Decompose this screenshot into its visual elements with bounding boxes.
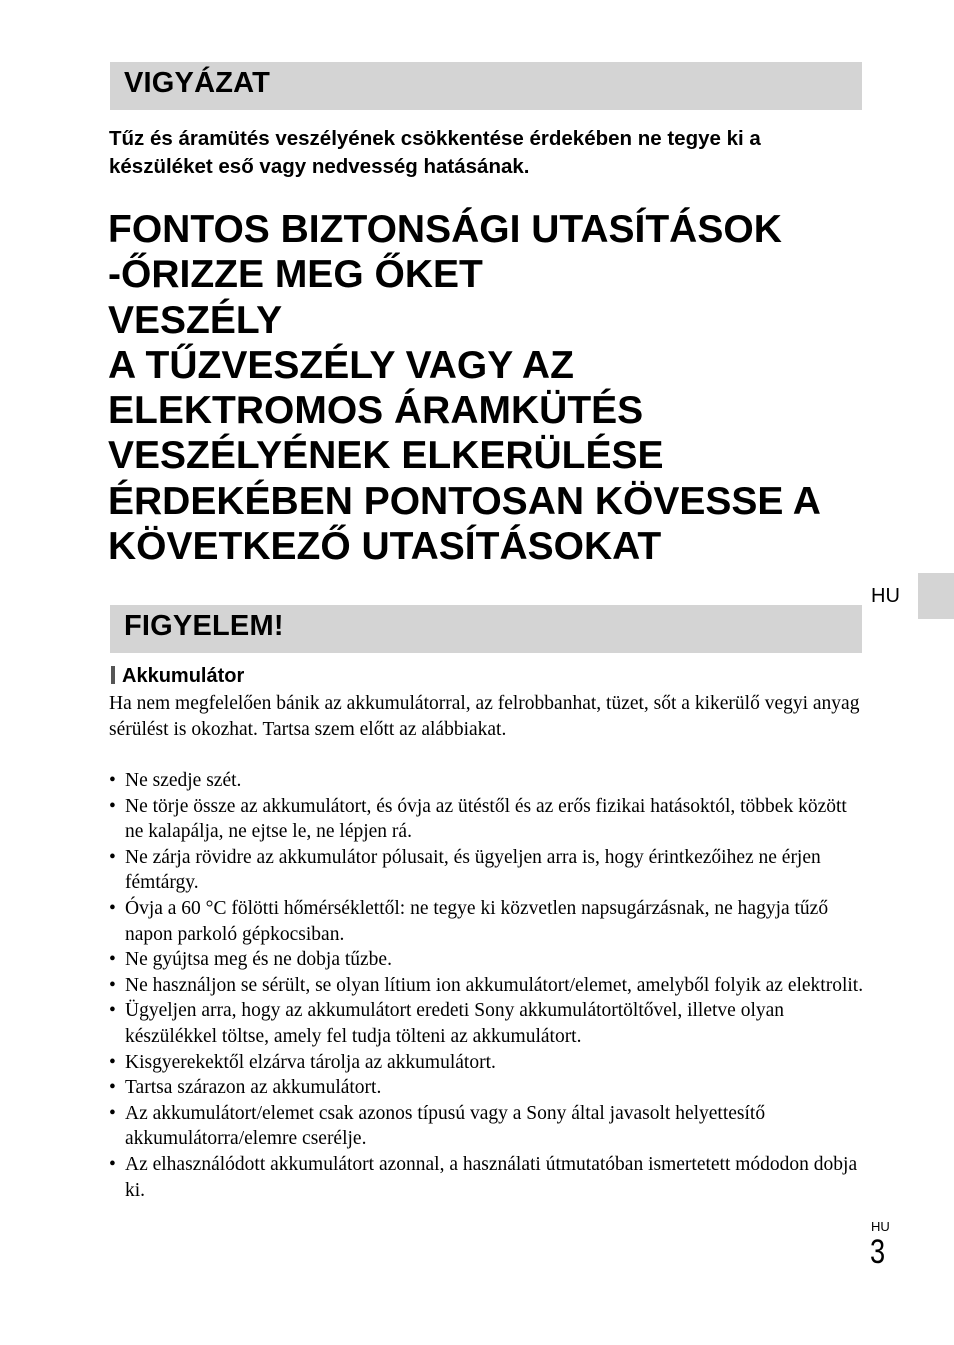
list-item: • Ne törje össze az akkumulátort, és óvja az ütéstől és az erős fizikai hatásoktól, többek között ne kalapálja, ne ejtse le, ne lépjen rá.: [109, 794, 869, 845]
list-item: • Ne használjon se sérült, se olyan lítium ion akkumulátort/elemet, amelyből folyik az elektrolit.: [109, 973, 869, 999]
list-item: • Kisgyerekektől elzárva tárolja az akkumulátort.: [109, 1050, 869, 1076]
list-item: • Ne zárja rövidre az akkumulátor pólusait, és ügyeljen arra is, hogy érintkezőihez ne érjen fémtárgy.: [109, 845, 869, 896]
language-tab-label: HU: [871, 585, 900, 607]
list-item: • Ügyeljen arra, hogy az akkumulátort eredeti Sony akkumulátortöltővel, illetve olyan készülékkel töltse, amely fel tudja tölteni az akkumulátort.: [109, 998, 869, 1049]
battery-intro-paragraph: Ha nem megfelelően bánik az akkumulátorral, az felrobbanhat, tüzet, sőt a kikerülő vegyi anyag sérülést is okozhat. Tartsa szem előtt az alábbiakat.: [109, 693, 860, 740]
safety-title-line: VESZÉLYÉNEK ELKERÜLÉSE: [108, 434, 664, 478]
language-side-tab: [918, 573, 954, 619]
list-item: • Óvja a 60 °C fölötti hőmérséklettől: ne tegye ki közvetlen napsugárzásnak, ne hagyja tűző napon parkoló gépkocsiban.: [109, 896, 869, 947]
safety-title-line: KÖVETKEZŐ UTASÍTÁSOKAT: [108, 525, 662, 569]
safety-title-line: VESZÉLY: [108, 298, 283, 342]
attention-heading: FIGYELEM!: [124, 610, 284, 642]
warning-heading: VIGYÁZAT: [124, 67, 271, 99]
safety-title-line: A TŰZVESZÉLY VAGY AZ: [108, 343, 574, 387]
warning-heading-bar: [110, 62, 862, 110]
attention-heading-bar: [110, 605, 862, 653]
safety-title-line: ÉRDEKÉBEN PONTOSAN KÖVESSE A: [108, 479, 821, 523]
list-item: • Tartsa szárazon az akkumulátort.: [109, 1075, 869, 1101]
list-item: • Ne gyújtsa meg és ne dobja tűzbe.: [109, 947, 869, 973]
warning-text: Tűz és áramütés veszélyének csökkentése érdekében ne tegye ki a készüléket eső vagy nedvesség hatásának.: [109, 127, 761, 178]
battery-subheading: [110, 663, 244, 689]
battery-subheading-text: Akkumulátor: [122, 665, 245, 687]
safety-title-line: ELEKTROMOS ÁRAMKÜTÉS: [108, 389, 644, 433]
list-item: • Az akkumulátort/elemet csak azonos típusú vagy a Sony által javasolt helyettesítő akkumulátorra/elemre cserélje.: [109, 1101, 869, 1152]
battery-precautions-list: [109, 768, 869, 1203]
list-item: • Az elhasználódott akkumulátort azonnal, a használati útmutatóban ismertetett módodon dobja ki.: [109, 1152, 869, 1203]
safety-instructions-title: [108, 207, 908, 569]
safety-title-line: -ŐRIZZE MEG ŐKET: [108, 253, 483, 297]
page-number-language: HU: [871, 1219, 890, 1234]
safety-title-line: FONTOS BIZTONSÁGI UTASÍTÁSOK: [108, 208, 782, 251]
list-item: • Ne szedje szét.: [109, 768, 869, 794]
page-number: 3: [870, 1233, 886, 1271]
